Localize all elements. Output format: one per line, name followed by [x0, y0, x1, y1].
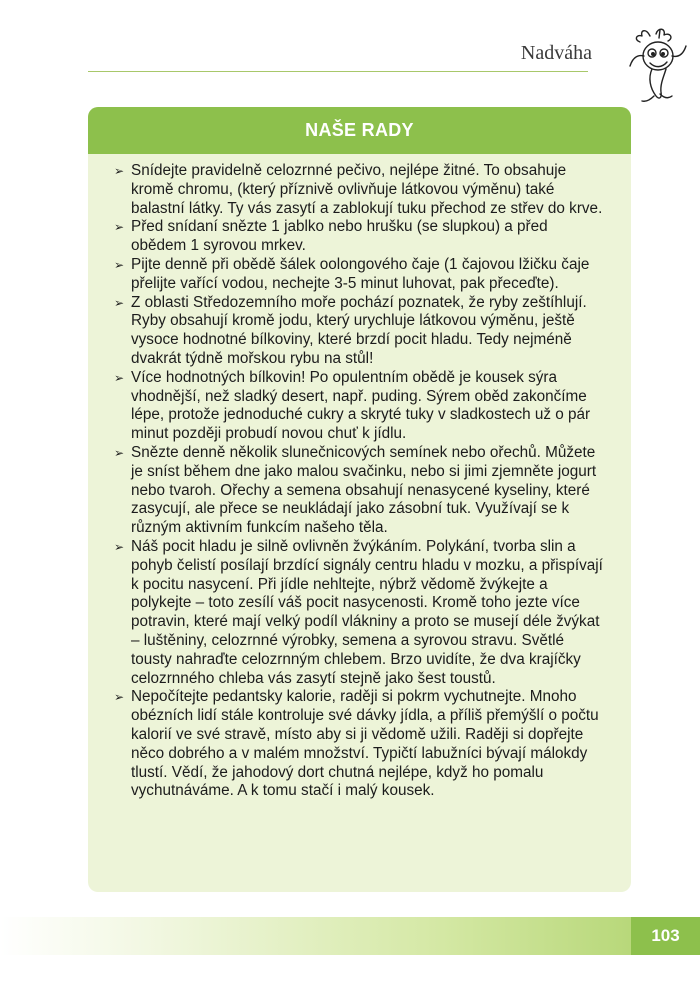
- tip-item: [114, 368, 603, 444]
- footer-band: [0, 917, 631, 955]
- vegetable-mascot-icon: [626, 26, 690, 106]
- tips-box: [88, 107, 631, 892]
- tip-item: [114, 537, 603, 688]
- tip-item: [114, 218, 603, 256]
- tip-text: Před snídaní snězte 1 jablko nebo hrušku (se slupkou) a před obědem 1 syrovou mrkev.: [131, 218, 548, 255]
- tip-text: Z oblasti Středozemního moře pochází poznatek, že ryby zeštíhlují. Ryby obsahují kromě jodu, který urychluje látkovou výměnu, ještě vysoce hodnotné bílkoviny, které brzdí pocit hladu. Tedy nejméně dvakrát týdně mořskou rybu na stůl!: [131, 293, 587, 367]
- tip-item: [114, 688, 603, 801]
- tip-text: Nepočítejte pedantsky kalorie, raději si pokrm vychutnejte. Mnoho obézních lidí stále kontroluje své dávky jídla, a příliš přemýšlí o počtu kalorií ve své stravě, místo aby si ji vědomě užili. Raději si dopřejte něco dobrého a v malém množství. Typičtí labužníci bývají málokdy tlustí. Vědí, že jahodový dort chutná nejlépe, když ho pomalu vychutnáváme. A k tomu stačí i malý kousek.: [131, 688, 599, 800]
- tips-title: NAŠE RADY: [305, 120, 414, 140]
- bullet-arrow-icon: ➢: [114, 445, 125, 460]
- bullet-arrow-icon: ➢: [114, 690, 125, 705]
- tip-text: Snídejte pravidelně celozrnné pečivo, nejlépe žitné. To obsahuje kromě chromu, (který příznivě ovlivňuje látkovou výměnu) také balastní látky. Ty vás zasytí a zablokují tuku přechod ze střev do krve.: [131, 162, 603, 217]
- tips-header: [88, 107, 631, 154]
- tips-list: [88, 154, 631, 801]
- bullet-arrow-icon: ➢: [114, 370, 125, 385]
- tip-item: [114, 162, 603, 218]
- running-head: Nadváha: [520, 42, 592, 64]
- bullet-arrow-icon: ➢: [114, 295, 125, 310]
- tip-text: Náš pocit hladu je silně ovlivněn žvýkáním. Polykání, tvorba slin a pohyb čelistí posílají brzdící signály centru hladu v mozku, a přispívají k pocitu nasycení. Při jídle nehltejte, nýbrž vědomě žvýkejte a polykejte – toto zesílí váš pocit nasycenosti. Kromě toho jezte více potravin, které mají velký podíl vlákniny a proto se musejí déle žvýkat – luštěniny, celozrnné výrobky, semena a syrovou stravu. Světlé tousty nahraďte celozrnným chlebem. Brzo uvidíte, že dva krajíčky celozrnného chleba vás zasytí stejně jako šest toustů.: [131, 537, 603, 687]
- header-rule: [88, 71, 588, 72]
- bullet-arrow-icon: ➢: [114, 220, 125, 235]
- tip-item: [114, 443, 603, 538]
- tip-item: [114, 255, 603, 294]
- tip-text: Pijte denně při obědě šálek oolongového čaje (1 čajovou lžičku čaje přelijte vařící vodou, nechejte 3-5 minut luhovat, pak přeceďte).: [131, 255, 590, 292]
- tip-text: Snězte denně několik slunečnicových semínek nebo ořechů. Můžete je sníst během dne jako malou svačinku, nebo si jimi zjemněte jogurt nebo tvaroh. Ořechy a semena obsahují nenasycené kyseliny, které zasycují, ale přece se neukládají jako zásobní tuk. Využívají se k různým aktivním funkcím našeho těla.: [131, 443, 597, 537]
- page-number: 103: [651, 926, 680, 945]
- tip-text: Více hodnotných bílkovin! Po opulentním obědě je kousek sýra vhodnější, než sladký desert, např. puding. Sýrem oběd zakončíme lépe, protože jednoduché cukry a skryté tuky v sladkostech už o pár minut později probudí novou chuť k jídlu.: [131, 368, 591, 443]
- page-number-box: [631, 917, 700, 955]
- bullet-arrow-icon: ➢: [114, 164, 125, 178]
- bullet-arrow-icon: ➢: [114, 539, 125, 554]
- tip-item: [114, 293, 603, 369]
- bullet-arrow-icon: ➢: [114, 257, 125, 272]
